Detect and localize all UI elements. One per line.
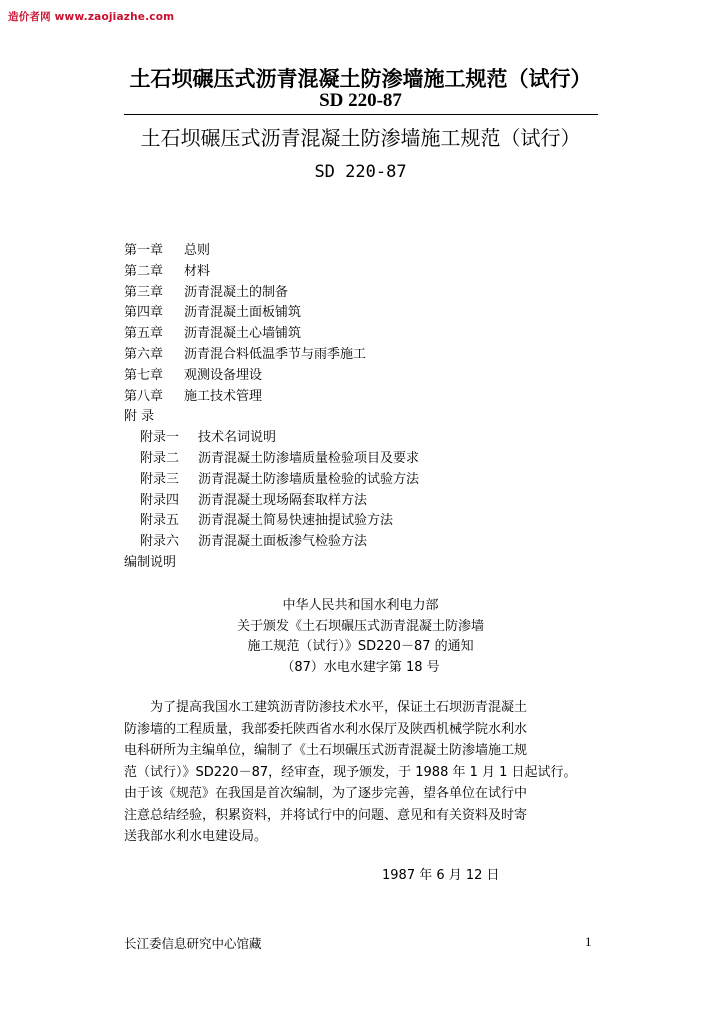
toc-appendix-label: 沥青混凝土防渗墙质量检验的试验方法 [198, 471, 420, 487]
toc-appendix-number: 附录三 [140, 471, 180, 487]
notice-line: 关于颁发《土石坝碾压式沥青混凝土防渗墙 [236, 618, 484, 634]
body-line: 电科研所为主编单位，编制了《土石坝碾压式沥青混凝土防渗墙施工规 [124, 743, 528, 758]
toc-appendix-label: 沥青混凝土防渗墙质量检验项目及要求 [198, 450, 420, 466]
toc-chapter-label: 观测设备埋设 [184, 367, 263, 383]
body-line: 注意总结经验，积累资料，并将试行中的问题、意见和有关资料及时寄 [124, 807, 528, 823]
toc-chapter-number: 第七章 [124, 367, 164, 383]
toc-chapter-number: 第三章 [124, 284, 164, 300]
toc-chapter-number: 第二章 [124, 263, 164, 279]
toc-appendix-label: 沥青混凝土简易快速抽提试验方法 [198, 513, 394, 529]
toc-appendix [124, 532, 419, 553]
toc-appendix [124, 449, 419, 470]
toc-chapter-label: 沥青混凝土面板铺筑 [184, 305, 302, 321]
body-line: 由于该《规范》在我国是首次编制，为了逐步完善，望各单位在试行中 [124, 786, 528, 801]
notice-line: 中华人民共和国水利电力部 [282, 598, 439, 613]
notice-line: （87）水电水建字第 18 号 [281, 659, 440, 675]
toc-appendix [124, 511, 419, 532]
toc-compilation-note: 编制说明 [124, 554, 177, 570]
toc-appendix-number: 附录六 [140, 534, 180, 550]
table-of-contents [124, 241, 419, 574]
toc-appendix-number: 附录一 [140, 430, 180, 446]
toc-chapter [124, 387, 419, 408]
toc-appendix-number: 附录五 [140, 513, 180, 529]
toc-appendix [124, 428, 419, 449]
toc-chapter-label: 沥青混凝土心墙铺筑 [184, 326, 302, 342]
watermark-text: 造价者网 www.zaojiazhe.com [8, 11, 175, 23]
header-code: SD 220-87 [319, 90, 402, 111]
body-line: 范（试行）》SD220－87，经审查，现予颁发，于 1988 年 1 月 1 日起试行。 [124, 764, 577, 780]
notice-heading [0, 596, 721, 678]
toc-chapter-label: 材料 [184, 263, 211, 279]
body-line: 送我部水利水电建设局。 [124, 829, 268, 844]
toc-chapter-number: 第八章 [124, 388, 164, 404]
toc-appendix-number: 附录四 [140, 492, 180, 508]
toc-chapter [124, 262, 419, 283]
toc-appendix-heading: 附 录 [124, 409, 155, 425]
notice-body [124, 697, 602, 848]
header-divider [124, 114, 598, 115]
toc-chapter-number: 第四章 [124, 305, 164, 321]
toc-chapter-number: 第一章 [124, 243, 164, 258]
toc-chapter [124, 303, 419, 324]
toc-chapter [124, 324, 419, 345]
header-title: 土石坝碾压式沥青混凝土防渗墙施工规范（试行） [129, 67, 592, 91]
toc-chapter-label: 沥青混凝土的制备 [184, 284, 289, 300]
toc-chapter [124, 241, 419, 262]
notice-line: 施工规范（试行）》SD220－87 的通知 [247, 639, 474, 654]
toc-chapter [124, 283, 419, 304]
issue-date: 1987 年 6 月 12 日 [382, 868, 500, 883]
page-number: 1 [585, 934, 592, 949]
toc-appendix-number: 附录二 [140, 450, 180, 466]
toc-appendix-label: 技术名词说明 [198, 430, 277, 446]
toc-chapter-number: 第六章 [124, 346, 164, 362]
body-line: 防渗墙的工程质量，我部委托陕西省水利水保厅及陕西机械学院水利水 [124, 721, 528, 737]
document-title: 土石坝碾压式沥青混凝土防渗墙施工规范（试行） [140, 126, 581, 150]
body-line: 为了提高我国水工建筑沥青防渗技术水平，保证土石坝沥青混凝土 [124, 700, 528, 715]
toc-appendix [124, 470, 419, 491]
toc-chapter-label: 施工技术管理 [184, 388, 263, 404]
toc-chapter-label: 沥青混合料低温季节与雨季施工 [184, 346, 367, 362]
toc-appendix-label: 沥青混凝土现场隔套取样方法 [198, 492, 368, 508]
toc-chapter-label: 总则 [184, 243, 211, 258]
toc-chapter [124, 345, 419, 366]
toc-chapter-number: 第五章 [124, 326, 164, 342]
toc-chapter [124, 366, 419, 387]
toc-appendix [124, 491, 419, 512]
toc-appendix-label: 沥青混凝土面板渗气检验方法 [198, 534, 368, 550]
document-code: SD 220-87 [314, 162, 407, 182]
footer-archive-label: 长江委信息研究中心馆藏 [124, 936, 262, 951]
